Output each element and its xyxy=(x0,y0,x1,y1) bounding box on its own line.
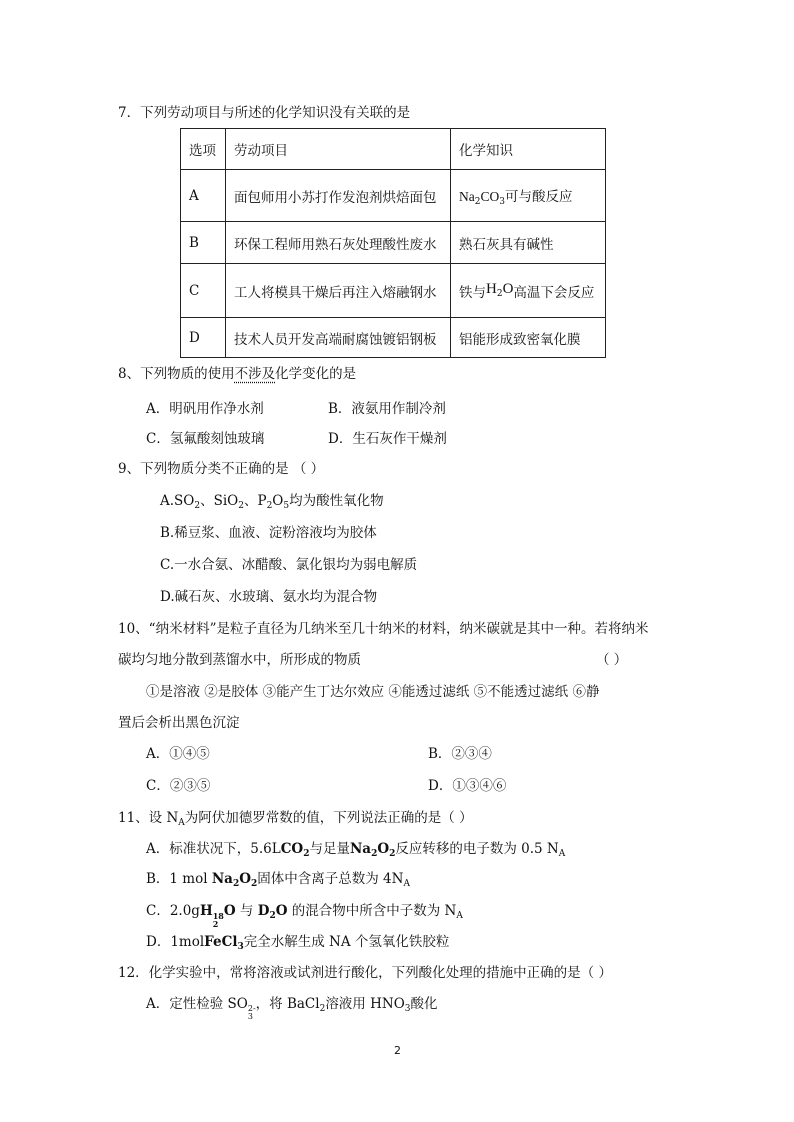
formula-part: 、SiO xyxy=(200,493,239,509)
formula-part: O xyxy=(502,280,514,297)
option-text: 完全水解生成 NA 个氢氧化铁胶粒 xyxy=(243,934,450,950)
formula-part: Na xyxy=(349,841,372,857)
option-text: A．标准状况下，5.6L xyxy=(146,841,281,857)
q7-row-d-project: 技术人员开发高端耐腐蚀镀铝钢板 xyxy=(226,318,451,358)
formula-subscript: 3 xyxy=(499,196,505,207)
q7-row-b-knowledge: 熟石灰具有碱性 xyxy=(451,222,606,264)
option-text: ，将 BaCl xyxy=(255,996,320,1012)
formula-subscript: 2 xyxy=(303,849,310,859)
formula-subscript: A xyxy=(178,818,185,828)
q7-row-a-knowledge xyxy=(451,170,606,222)
q10-option-a: A．①④⑤ xyxy=(146,746,210,762)
formula-subscript: 2 xyxy=(474,196,481,207)
formula-part: H xyxy=(486,280,497,297)
option-text: A．定性检验 SO xyxy=(146,996,248,1012)
q7-stem: 7．下列劳动项目与所述的化学知识没有关联的是 xyxy=(118,105,411,121)
q7-header-row xyxy=(181,129,606,170)
q7-table xyxy=(180,128,606,358)
q9-stem: 9、下列物质分类不正确的是 （ ） xyxy=(118,461,325,477)
q10-option-c: C．②③⑤ xyxy=(146,778,211,794)
knowledge-text: 铁与 xyxy=(459,284,486,301)
formula-part: 、P xyxy=(243,493,267,509)
q7-row-c-knowledge xyxy=(451,264,606,318)
q10-line2: 碳均匀地分散到蒸馏水中，所形成的物质 xyxy=(118,652,361,668)
q8-option-d: D．生石灰作干燥剂 xyxy=(328,431,447,447)
knowledge-text: 高温下会反应 xyxy=(513,284,595,301)
formula-subscript: 2 xyxy=(250,879,258,889)
formula-subscript: A xyxy=(558,849,566,859)
q7-row-b-option: B xyxy=(181,222,226,264)
q7-header-project: 劳动项目 xyxy=(226,129,451,170)
option-text: 反应转移的电子数为 0.5 N xyxy=(395,841,559,857)
q10-line1: 10、“纳米材料”是粒子直径为几纳米至几十纳米的材料，纳米碳就是其中一种。若将纳米 xyxy=(118,621,649,637)
q12-option-a xyxy=(146,995,438,1021)
option-text: 与 xyxy=(235,903,258,919)
formula-part: H xyxy=(199,903,213,919)
q7-row-d-knowledge: 铝能形成致密氧化膜 xyxy=(451,318,606,358)
formula-part: CO xyxy=(280,841,304,857)
formula-subscript: 3 xyxy=(247,1012,253,1021)
q8-stem-text: 化学变化的是 xyxy=(275,366,357,382)
page-number: 2 xyxy=(394,1044,401,1057)
formula-subscript: 2 xyxy=(232,879,240,889)
q12-stem: 12．化学实验中，常将溶液或试剂进行酸化，下列酸化处理的措施中正确的是（ ） xyxy=(118,965,612,981)
formula-part: CO xyxy=(480,188,500,204)
q8-stem-emphasis: 不涉及 xyxy=(234,366,276,382)
q10-line4: 置后会析出黑色沉淀 xyxy=(118,715,240,731)
formula-subscript: 2 xyxy=(238,501,244,511)
formula-part: Na xyxy=(211,871,233,887)
q9-option-b: B.稀豆浆、血液、淀粉溶液均为胶体 xyxy=(160,525,377,541)
q11-option-a xyxy=(146,840,565,863)
formula-part: O xyxy=(275,903,288,919)
formula-subscript: 3 xyxy=(404,1004,411,1014)
formula-part: FeCl xyxy=(204,934,238,950)
formula-superscript: 2- xyxy=(247,1004,256,1013)
q11-stem-text: 为阿伏加德罗常数的值，下列说法正确的是（ ） xyxy=(184,810,473,826)
q10-line3: ①是溶液 ②是胶体 ③能产生丁达尔效应 ④能透过滤纸 ⑤不能透过滤纸 ⑥静 xyxy=(146,684,600,700)
q7-row-a xyxy=(181,170,606,222)
q11-option-c xyxy=(146,902,463,928)
q8-option-b: B．液氨用作制冷剂 xyxy=(328,401,446,417)
formula-subscript: A xyxy=(403,879,410,889)
q10-option-b: B．②③④ xyxy=(428,746,492,762)
q10-answer-paren: （ ） xyxy=(596,652,628,668)
formula-subscript: 2 xyxy=(389,849,396,859)
q9-option-d: D.碱石灰、水玻璃、氨水均为混合物 xyxy=(160,589,378,605)
formula-subscript: 3 xyxy=(237,942,244,952)
option-text: 溶液用 HNO xyxy=(325,996,405,1012)
formula-part: O xyxy=(239,871,251,887)
option-text: 与足量 xyxy=(309,841,350,857)
formula-part: O xyxy=(223,903,236,919)
q7-row-c xyxy=(181,264,606,318)
q10-option-d: D．①③④⑥ xyxy=(428,778,507,794)
formula-subscript: 2 xyxy=(269,911,276,921)
formula-subscript: 2 xyxy=(371,849,378,859)
q11-stem-text: 11、设 N xyxy=(118,810,179,826)
option-text: 均为酸性氧化物 xyxy=(289,493,384,509)
formula-part: Na xyxy=(459,188,475,204)
q7-row-b-project: 环保工程师用熟石灰处理酸性废水 xyxy=(226,222,451,264)
option-text: B．1 mol xyxy=(146,871,212,887)
option-text: 固体中含离子总数为 4N xyxy=(257,871,404,887)
q8-option-c: C．氢氟酸刻蚀玻璃 xyxy=(146,431,265,447)
formula-script xyxy=(213,912,224,928)
q9-option-a xyxy=(160,492,384,515)
formula-subscript: 5 xyxy=(283,501,290,511)
option-text: C．2.0g xyxy=(146,903,200,919)
q11-option-d xyxy=(146,933,449,956)
q7-row-a-project: 面包师用小苏打作发泡剂烘焙面包 xyxy=(226,170,451,222)
q7-row-d xyxy=(181,318,606,358)
q8-stem xyxy=(118,365,356,383)
q7-row-d-option: D xyxy=(181,318,226,358)
q7-header-knowledge: 化学知识 xyxy=(451,129,606,170)
formula-subscript: 2 xyxy=(266,501,273,511)
formula-subscript: A xyxy=(456,911,463,921)
formula-part: O xyxy=(272,493,284,509)
formula-subscript: 2 xyxy=(496,288,503,299)
option-text: 酸化 xyxy=(410,996,438,1012)
q11-option-b xyxy=(146,870,410,893)
q8-stem-text: 8、下列物质的使用 xyxy=(118,366,235,382)
option-text: 的混合物中所含中子数为 N xyxy=(287,903,457,919)
q8-option-a: A．明矾用作净水剂 xyxy=(146,401,264,417)
q11-stem xyxy=(118,809,473,832)
q7-header-option: 选项 xyxy=(181,129,226,170)
formula-part: A.SO xyxy=(160,493,195,509)
q7-row-c-project: 工人将模具干燥后再注入熔融钢水 xyxy=(226,264,451,318)
option-text: D．1mol xyxy=(146,934,205,950)
q7-row-a-option: A xyxy=(181,170,226,222)
q9-option-c: C.一水合氨、冰醋酸、氯化银均为弱电解质 xyxy=(160,557,418,573)
formula-superscript: 18 xyxy=(212,911,224,921)
q7-row-b xyxy=(181,222,606,264)
formula-part: O xyxy=(377,841,390,857)
formula-subscript: 2 xyxy=(319,1004,326,1014)
q7-row-c-option: C xyxy=(181,264,226,318)
formula-subscript: 2 xyxy=(212,919,219,929)
formula-part: D xyxy=(257,903,270,919)
formula-subscript: 2 xyxy=(194,501,201,511)
knowledge-text: 可与酸反应 xyxy=(504,188,573,205)
formula-script xyxy=(248,1005,256,1021)
